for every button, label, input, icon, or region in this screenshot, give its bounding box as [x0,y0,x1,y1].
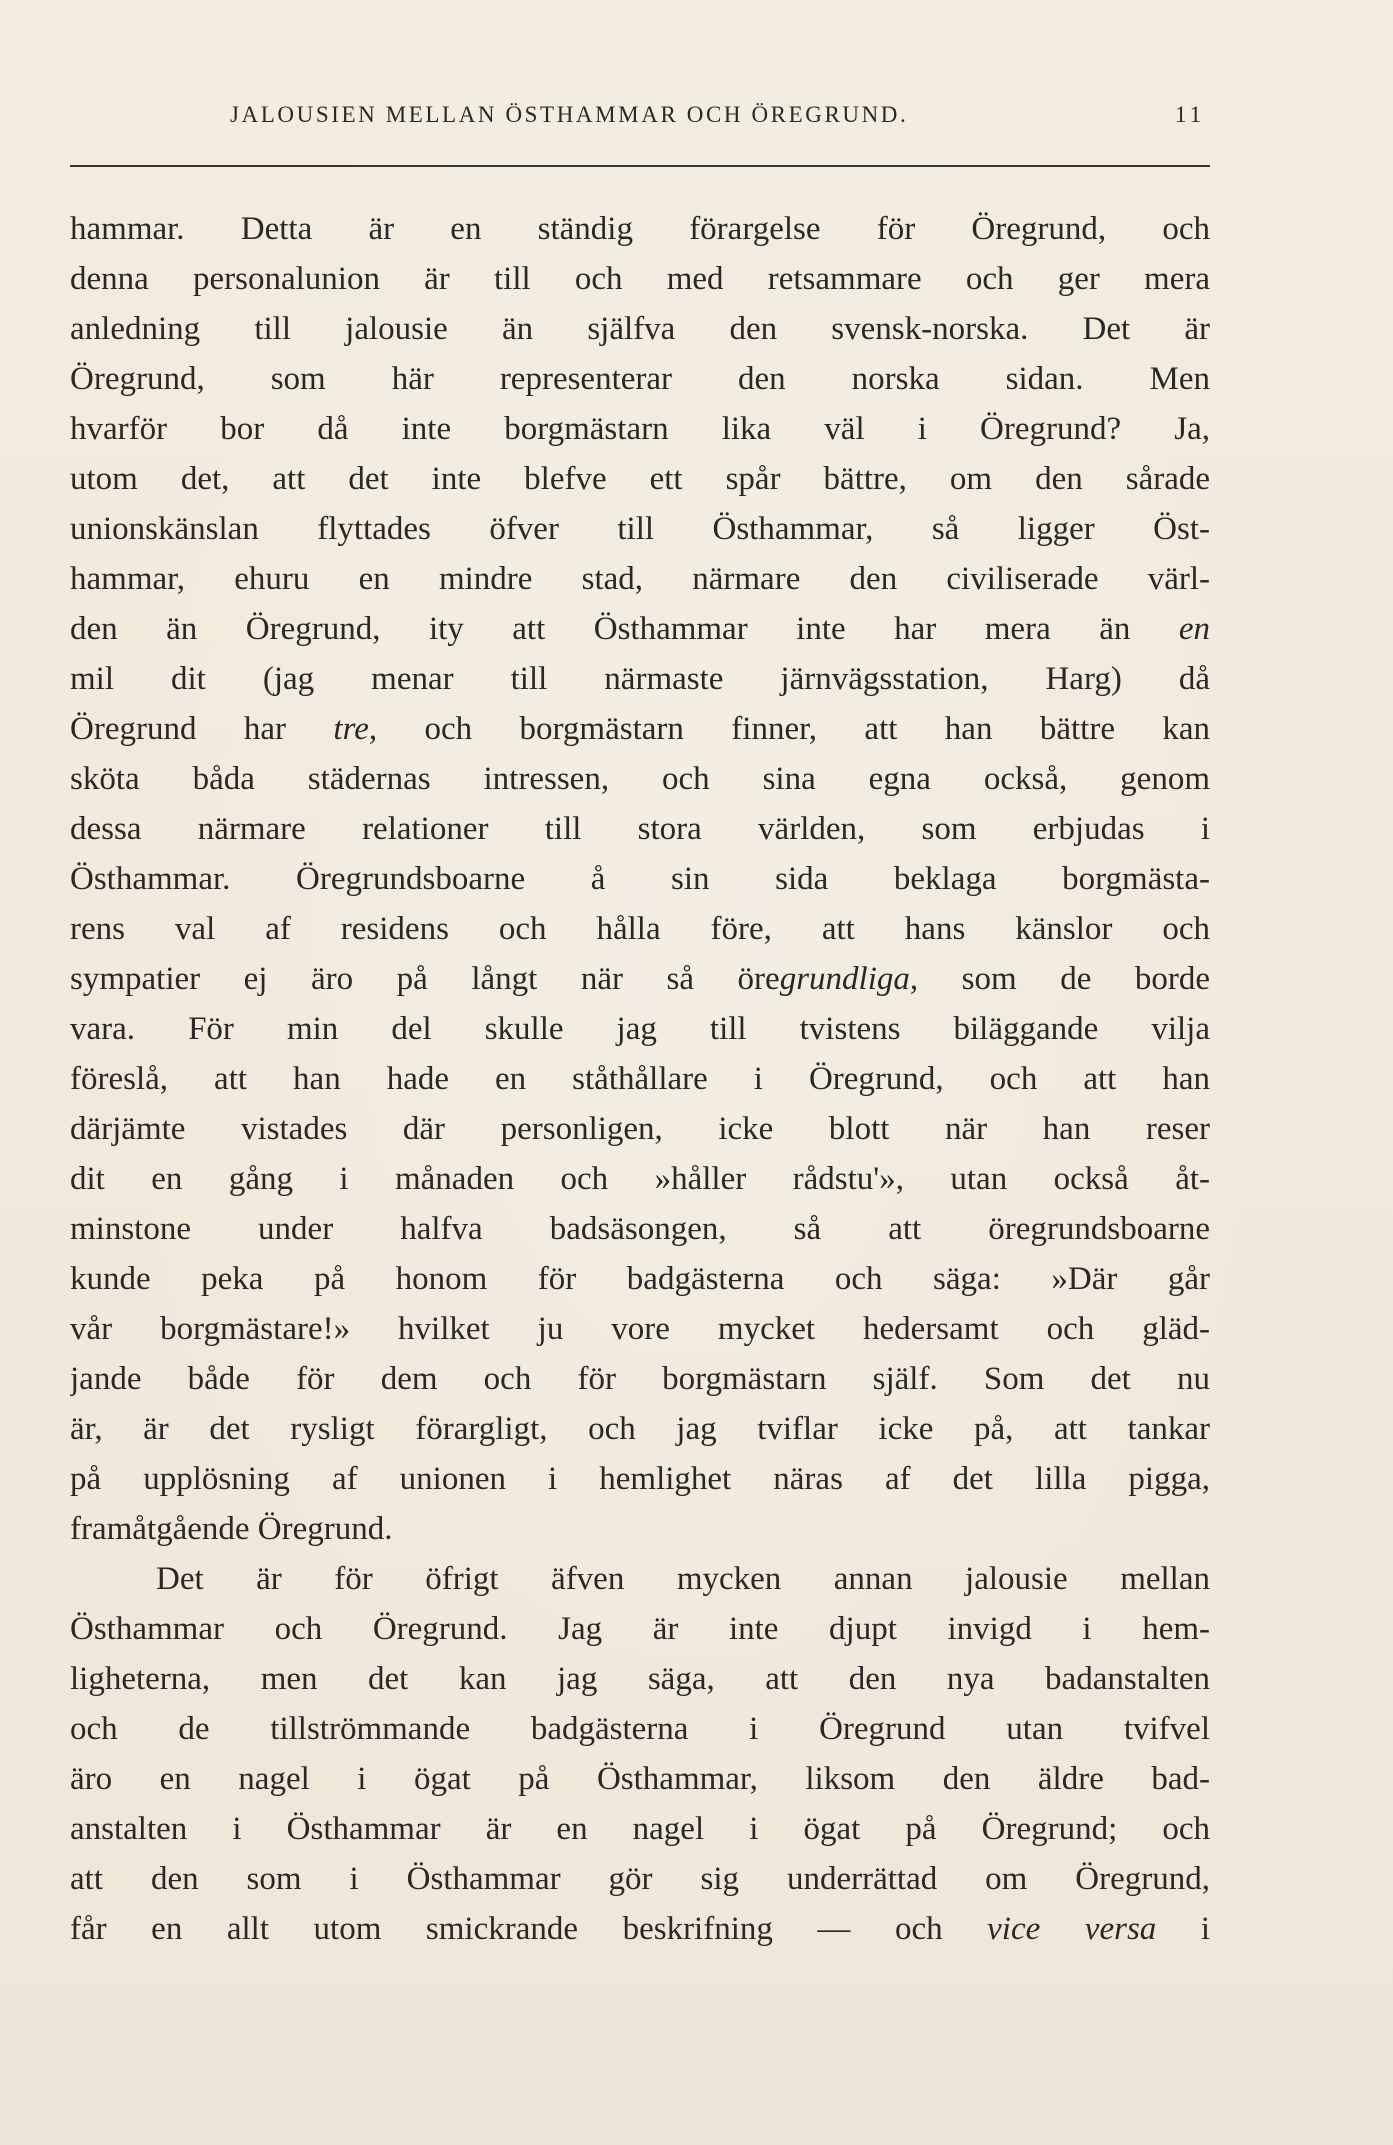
text-segment: är, är det rysligt förargligt, och jag tviflar icke på, att tankar [70,1411,1210,1447]
text-segment: hvarför bor då inte borgmästarn lika väl i Öregrund? Ja, [70,411,1210,447]
text-segment: Östhammar. Öregrundsboarne å sin sida beklaga borgmästa- [70,861,1210,897]
text-segment: , som de borde [909,961,1210,997]
text-line [70,1754,1210,1804]
text-line [70,854,1210,904]
text-line [70,804,1210,854]
text-line [70,654,1210,704]
text-line [70,1904,1210,1954]
text-line [70,1554,1210,1604]
text-segment: ligheterna, men det kan jag säga, att den nya badanstalten [70,1661,1210,1697]
text-line [70,1154,1210,1204]
text-line [70,404,1210,454]
running-title: JALOUSIEN MELLAN ÖSTHAMMAR OCH ÖREGRUND. [230,102,909,127]
text-segment: utom det, att det inte blefve ett spår bättre, om den sårade [70,461,1210,497]
text-line [70,704,1210,754]
text-segment: sympatier ej äro på långt när så öre [70,961,780,997]
text-segment: denna personalunion är till och med retsammare och ger mera [70,261,1210,297]
text-segment: sköta båda städernas intressen, och sina egna också, genom [70,761,1210,797]
italic-text: en [1178,611,1210,647]
text-line [70,204,1210,254]
text-segment: vår borgmästare!» hvilket ju vore mycket hedersamt och gläd- [70,1311,1210,1347]
text-line [70,1204,1210,1254]
text-line [70,1654,1210,1704]
text-line [70,754,1210,804]
text-line [70,354,1210,404]
text-line [70,604,1210,654]
text-line [70,1854,1210,1904]
text-segment: hammar, ehuru en mindre stad, närmare den civiliserade värl- [70,561,1210,597]
text-line [70,1354,1210,1404]
italic-text: tre [333,711,369,747]
text-segment: på upplösning af unionen i hemlighet näras af det lilla pigga, [70,1461,1210,1497]
italic-text: vice versa [987,1911,1157,1947]
text-line [70,1604,1210,1654]
text-segment: jande både för dem och för borgmästarn själf. Som det nu [70,1361,1210,1397]
text-segment: Öregrund, som här representerar den norska sidan. Men [70,361,1210,397]
text-segment: därjämte vistades där personligen, icke blott när han reser [70,1111,1210,1147]
text-segment: kunde peka på honom för badgästerna och säga: »Där går [70,1261,1210,1297]
text-segment: minstone under halfva badsäsongen, så att öregrundsboarne [70,1211,1210,1247]
text-segment: att den som i Östhammar gör sig underrättad om Öregrund, [70,1861,1210,1897]
text-line [70,1004,1210,1054]
text-line [70,1254,1210,1304]
text-line [70,1804,1210,1854]
text-segment: anstalten i Östhammar är en nagel i ögat på Öregrund; och [70,1811,1210,1847]
text-segment: rens val af residens och hålla före, att hans känslor och [70,911,1210,947]
text-line [70,554,1210,604]
header-rule [70,165,1210,167]
page-number: 11 [1175,102,1206,127]
text-segment: och de tillströmmande badgästerna i Öregrund utan tvifvel [70,1711,1210,1747]
text-segment: unionskänslan flyttades öfver till Östhammar, så ligger Öst- [70,511,1210,547]
text-segment: Öregrund har [70,711,334,747]
text-line [70,304,1210,354]
text-line [70,1404,1210,1454]
body-text [70,204,1210,1954]
text-segment: hammar. Detta är en ständig förargelse för Öregrund, och [70,211,1210,247]
text-segment: , och borgmästarn finner, att han bättre kan [368,711,1210,747]
text-segment: anledning till jalousie än själfva den svensk-norska. Det är [70,311,1210,347]
italic-text: grundliga [779,961,910,997]
text-line [70,1454,1210,1504]
text-segment: dessa närmare relationer till stora världen, som erbjudas i [70,811,1210,847]
text-segment: får en allt utom smickrande beskrifning — och [70,1911,988,1947]
text-line [70,454,1210,504]
text-segment: mil dit (jag menar till närmaste järnvägsstation, Harg) då [70,661,1210,697]
text-line [70,1104,1210,1154]
text-segment: dit en gång i månaden och »håller rådstu'», utan också åt- [70,1161,1210,1197]
text-line [70,1054,1210,1104]
text-segment: i [1156,1911,1210,1947]
text-segment: framåtgående Öregrund. [70,1511,393,1547]
text-line [70,254,1210,304]
text-line [70,1504,1210,1554]
text-segment: äro en nagel i ögat på Östhammar, liksom den äldre bad- [70,1761,1210,1797]
text-line [70,954,1210,1004]
text-segment: föreslå, att han hade en ståthållare i Öregrund, och att han [70,1061,1210,1097]
text-segment: Det är för öfrigt äfven mycken annan jalousie mellan [156,1561,1210,1597]
text-segment: Östhammar och Öregrund. Jag är inte djupt invigd i hem- [70,1611,1210,1647]
text-line [70,1704,1210,1754]
text-segment: vara. För min del skulle jag till tvistens biläggande vilja [70,1011,1210,1047]
text-line [70,904,1210,954]
text-segment: den än Öregrund, ity att Östhammar inte har mera än [70,611,1179,647]
text-line [70,1304,1210,1354]
text-line [70,504,1210,554]
